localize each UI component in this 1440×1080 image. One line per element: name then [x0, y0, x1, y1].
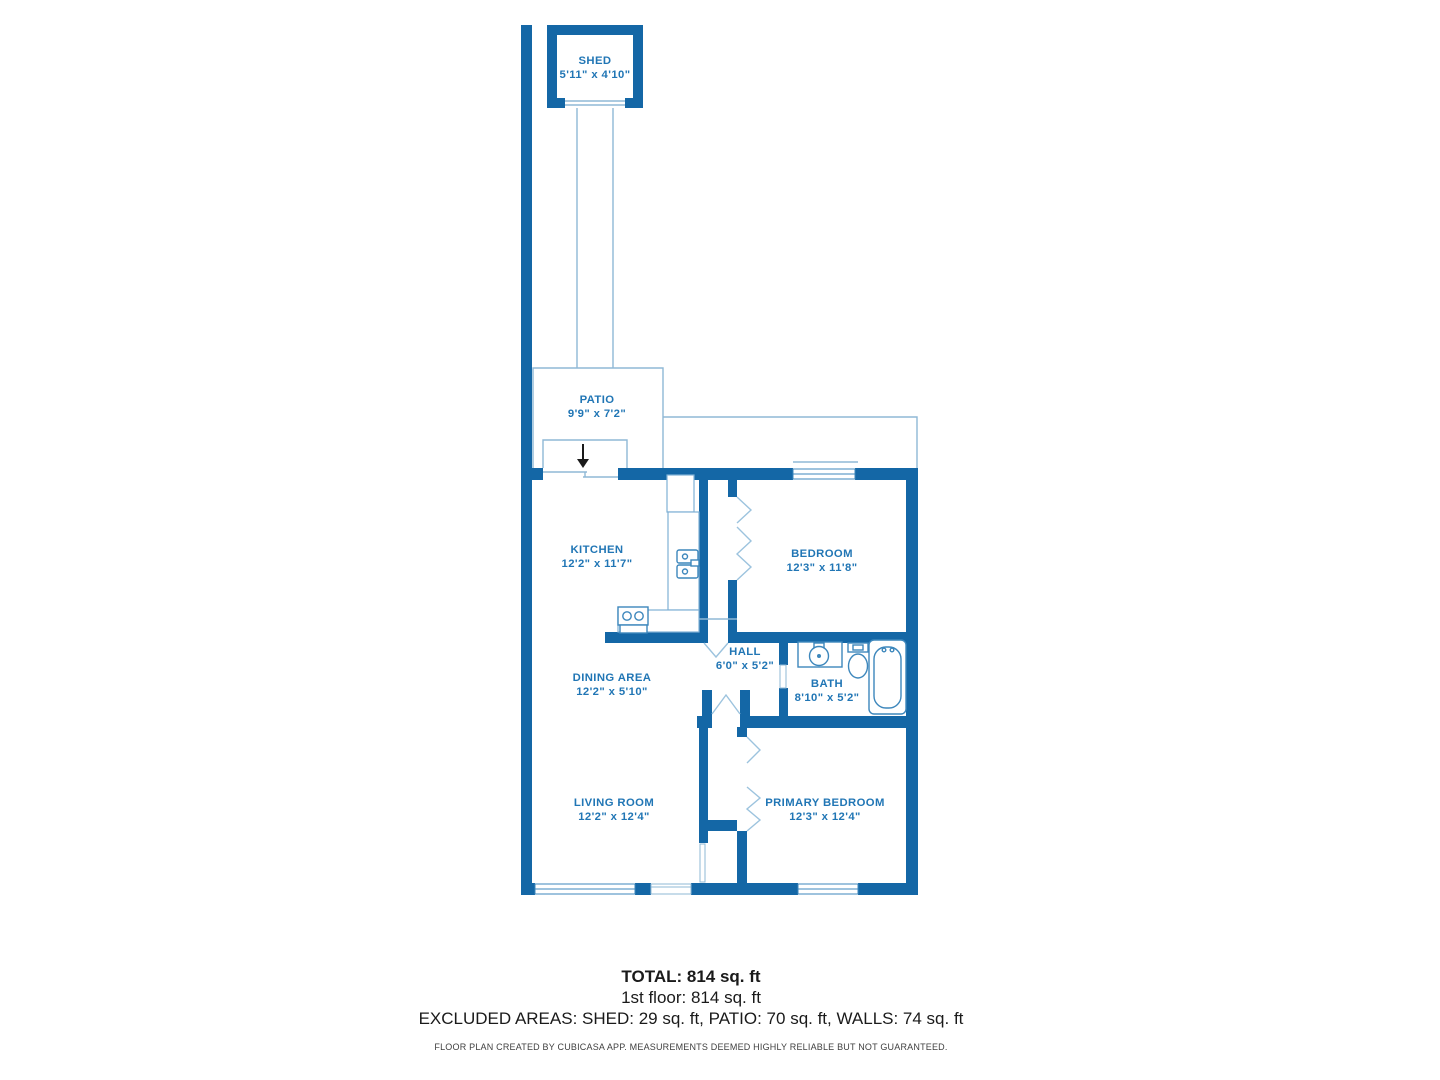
wall-mid-left — [697, 716, 712, 728]
room-dims-hall: 6'0" x 5'2" — [715, 660, 775, 672]
door-leaf-bath — [780, 665, 786, 688]
wall-hall-bath-bottom — [779, 688, 788, 716]
wall-primary-stub-top — [737, 727, 747, 737]
summary-block — [0, 966, 1411, 1052]
room-dims-primary: 12'3" x 12'4" — [789, 811, 861, 823]
room-label-shed: SHED — [578, 55, 612, 67]
kitchen-fixtures — [618, 475, 699, 633]
wall-left-boundary — [521, 25, 532, 895]
wall-hall-jamb-left — [702, 690, 712, 716]
bathtub-icon — [869, 640, 906, 714]
vanity-sink-icon — [798, 642, 842, 667]
room-label-bath: BATH — [810, 678, 844, 690]
door-swing-hall-bottom-icon — [712, 695, 740, 714]
sliding-door-living — [651, 884, 691, 894]
wall-living-closet — [699, 727, 708, 843]
disclaimer-text: FLOOR PLAN CREATED BY CUBICASA APP. MEASUREMENTS DEEMED HIGHLY RELIABLE BUT NOT GUARANTEED. — [434, 1042, 948, 1052]
wall-bedroom-stub-top — [728, 480, 737, 497]
room-label-primary: PRIMARY BEDROOM — [765, 797, 885, 809]
bifold-door-bedroom-b-icon — [737, 527, 751, 580]
wall-bottom-d — [858, 883, 918, 895]
bifold-door-bedroom-a-icon — [737, 497, 751, 523]
room-dims-bath: 8'10" x 5'2" — [794, 692, 860, 704]
room-dims-dining: 12'2" x 5'10" — [576, 686, 648, 698]
wall-shed-right — [633, 25, 643, 108]
room-labels — [560, 55, 885, 823]
outdoor-lines — [533, 101, 917, 619]
entrance-arrow-icon — [577, 444, 589, 468]
wall-primary-stub-bottom — [737, 831, 747, 883]
wall-shed-top — [547, 25, 643, 35]
wall-bottom-b — [635, 883, 651, 895]
summary-total: TOTAL: 814 sq. ft — [621, 967, 761, 986]
room-label-bedroom: BEDROOM — [791, 548, 853, 560]
wall-closet-divider — [708, 820, 737, 831]
fridge-icon — [667, 475, 694, 512]
bifold-door-primary-b-icon — [747, 787, 760, 831]
wall-right — [906, 468, 918, 895]
wall-mid-right — [740, 716, 918, 728]
wall-top-b — [618, 468, 793, 480]
door-swing-hall-top-icon — [704, 643, 728, 657]
summary-first-floor: 1st floor: 814 sq. ft — [621, 988, 761, 1007]
room-dims-living: 12'2" x 12'4" — [578, 811, 650, 823]
stove-icon — [618, 607, 648, 633]
wall-hall-bath-top — [779, 643, 788, 665]
wall-bottom-c — [691, 883, 798, 895]
window-bedroom-top — [793, 469, 855, 479]
side-area-outline — [663, 417, 917, 468]
window-primary-bottom — [798, 884, 858, 894]
room-dims-kitchen: 12'2" x 11'7" — [561, 558, 633, 570]
room-dims-patio: 9'9" x 7'2" — [567, 408, 627, 420]
wall-shed-bottom-right — [625, 98, 643, 108]
wall-bottom-a — [521, 883, 535, 895]
wall-top-a — [521, 468, 543, 480]
room-label-dining: DINING AREA — [572, 672, 652, 684]
wall-hall-jamb-right — [740, 690, 750, 716]
room-dims-bedroom: 12'3" x 11'8" — [786, 562, 858, 574]
summary-excluded-areas: EXCLUDED AREAS: SHED: 29 sq. ft, PATIO: 70 sq. ft, WALLS: 74 sq. ft — [418, 1009, 964, 1028]
room-label-kitchen: KITCHEN — [570, 544, 624, 556]
wall-shed-bottom-left — [547, 98, 565, 108]
room-dims-shed: 5'11" x 4'10" — [559, 69, 631, 81]
wall-shed-left — [547, 25, 557, 108]
window-living-bottom — [535, 884, 635, 894]
sliding-door-closet — [700, 844, 705, 882]
room-label-patio: PATIO — [579, 394, 615, 406]
room-label-living: LIVING ROOM — [573, 797, 655, 809]
room-label-hall: HALL — [729, 646, 761, 658]
bifold-door-primary-a-icon — [747, 737, 760, 763]
toilet-icon — [848, 643, 868, 678]
